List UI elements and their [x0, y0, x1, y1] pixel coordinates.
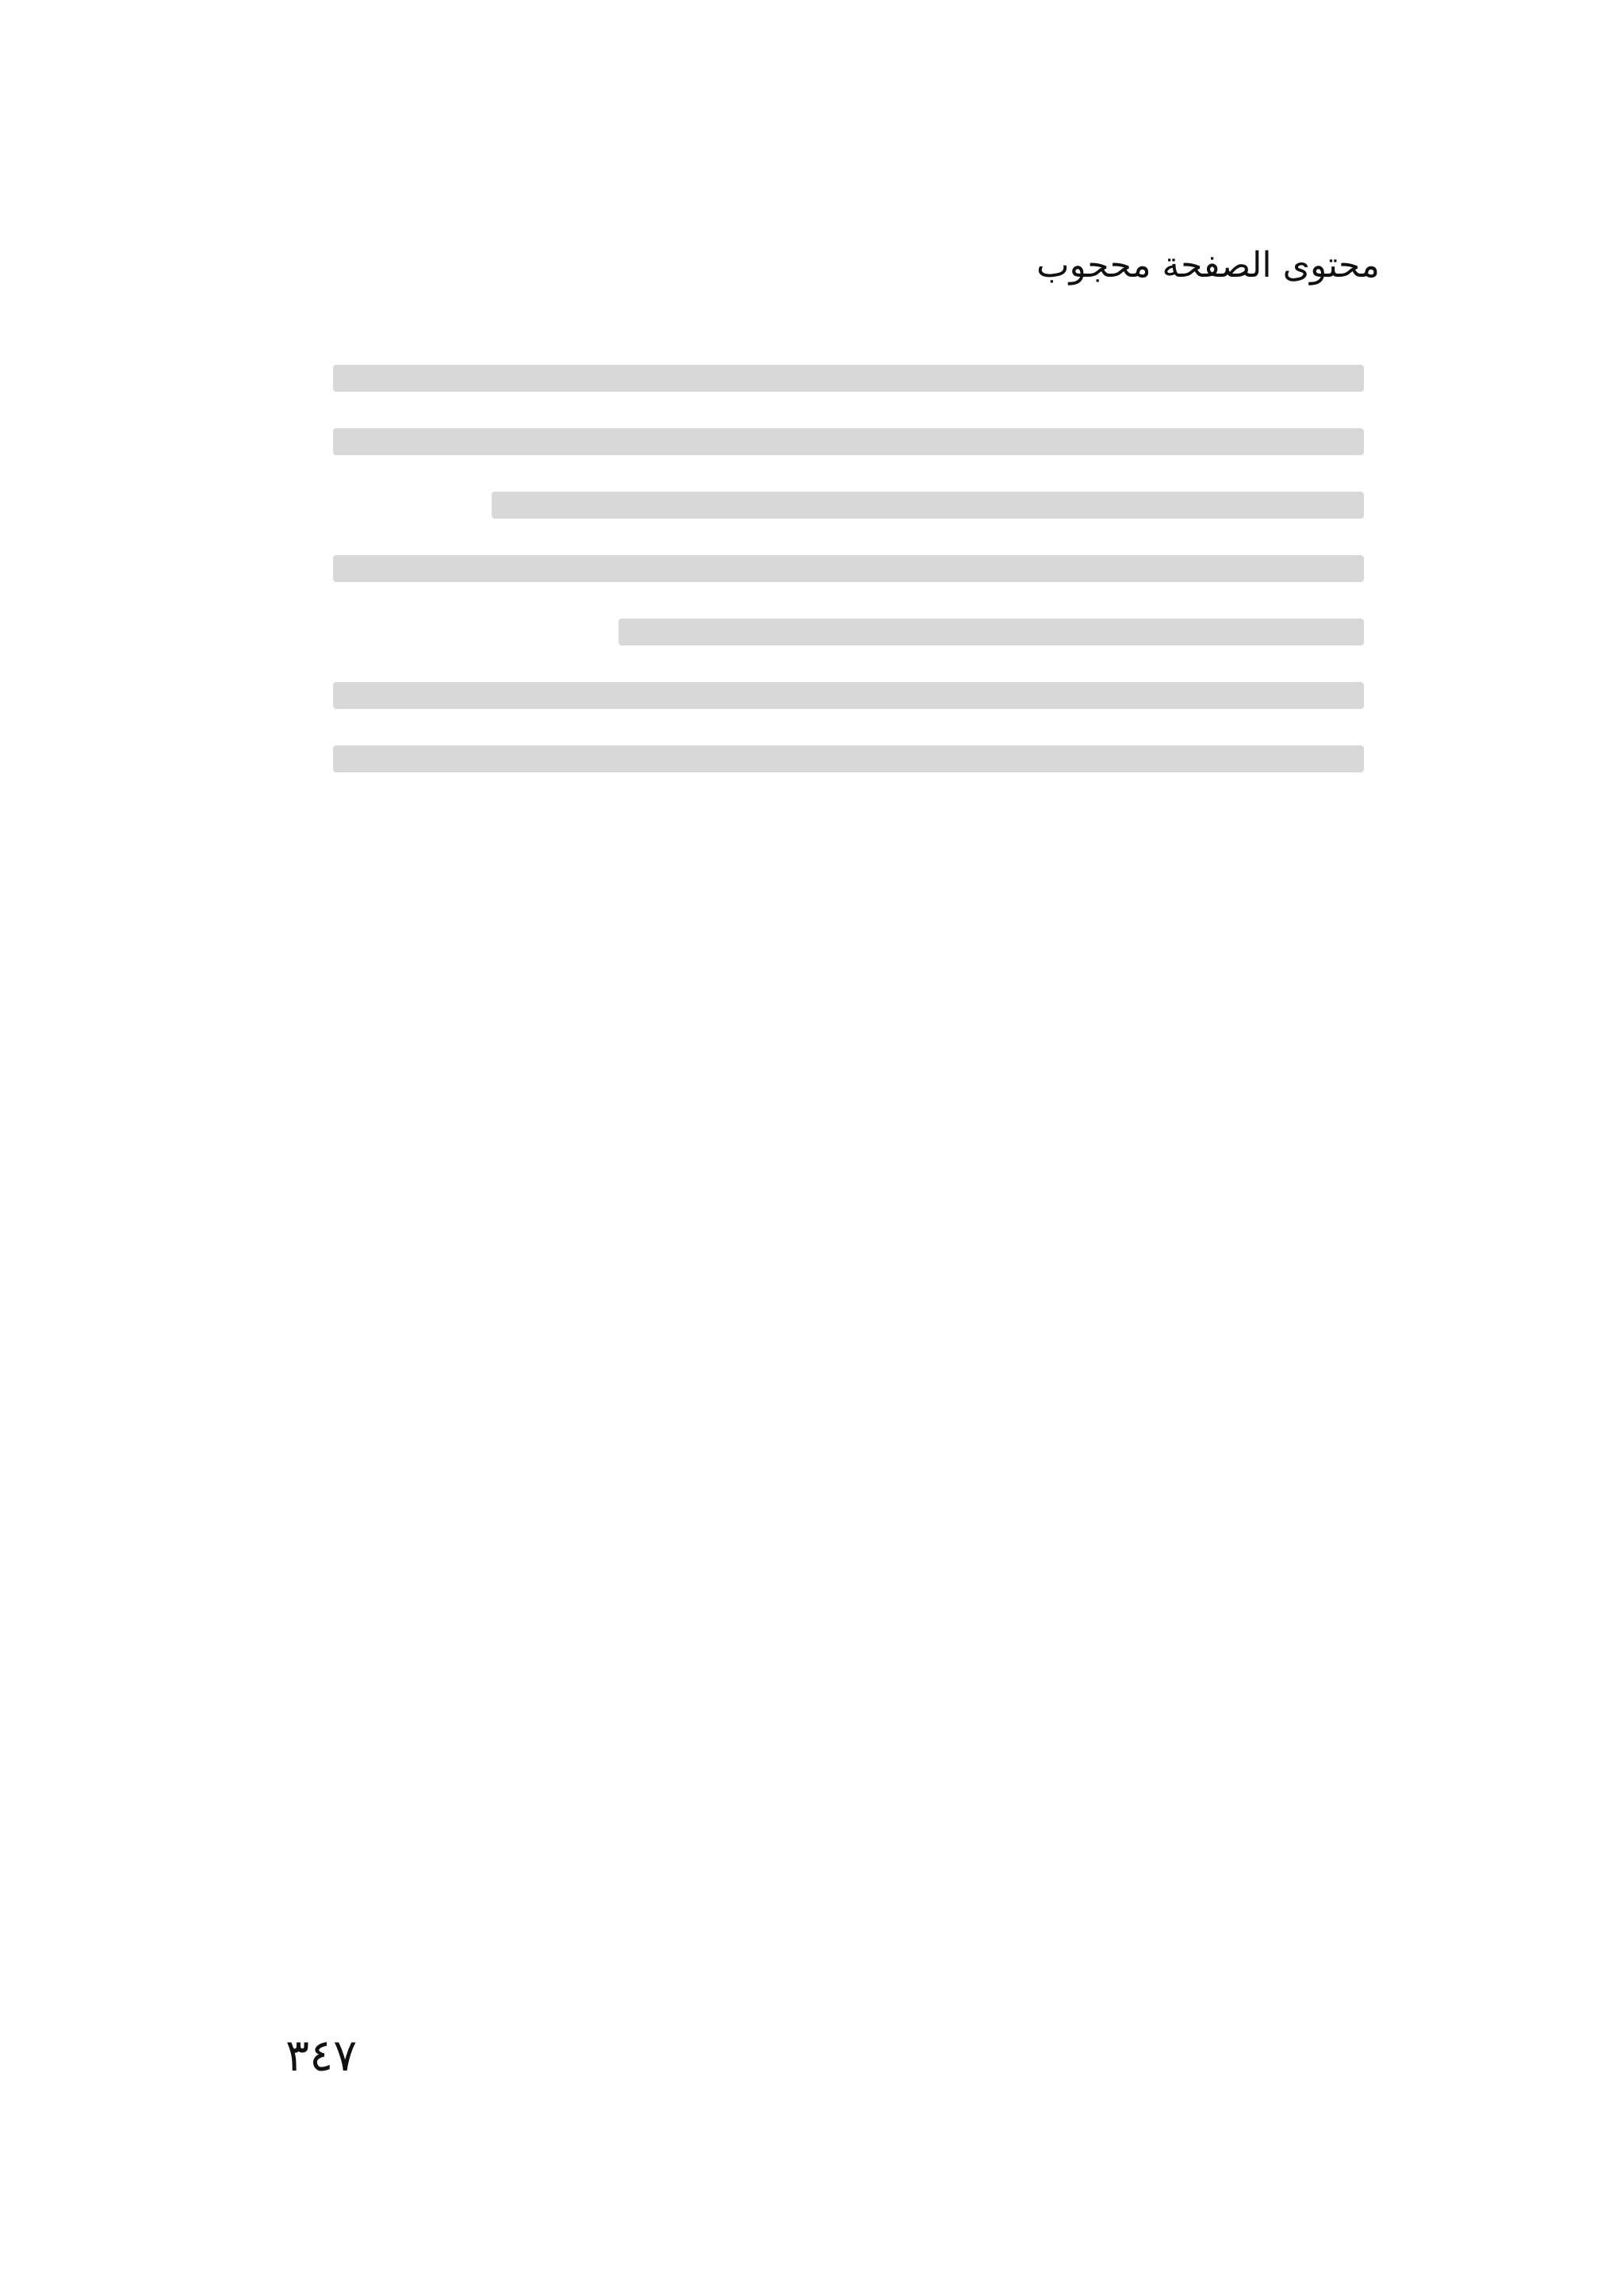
redacted-line — [333, 428, 1364, 455]
redacted-line — [492, 492, 1364, 519]
redacted-line — [333, 555, 1364, 582]
redacted-line — [333, 745, 1364, 772]
redacted-line — [333, 365, 1364, 392]
page-number: ٣٤٧ — [285, 2030, 358, 2082]
redacted-line — [333, 682, 1364, 709]
redaction-notice: محتوى الصفحة محجوب — [1036, 245, 1380, 285]
redacted-line — [619, 619, 1364, 646]
